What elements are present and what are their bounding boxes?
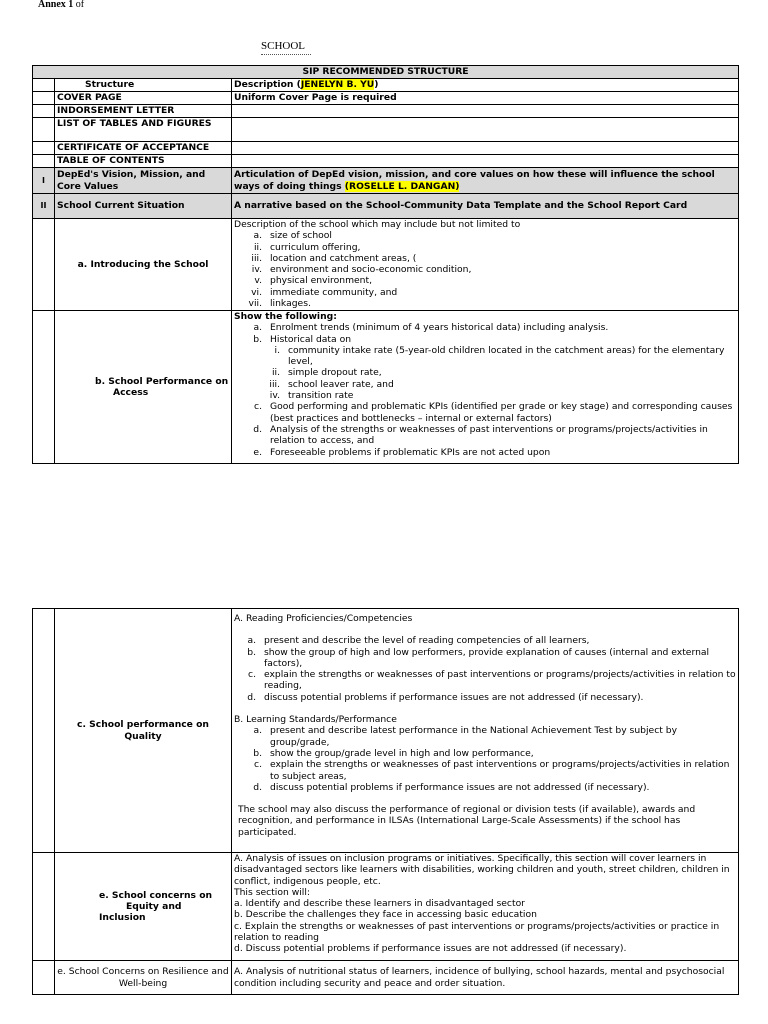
list-item bbox=[234, 669, 736, 692]
equity-line: a. Identify and describe these learners in disadvantaged sector bbox=[234, 898, 525, 910]
list-marker: d. bbox=[253, 423, 262, 435]
list-item bbox=[234, 345, 736, 368]
list-marker: a. bbox=[253, 322, 262, 334]
list-text: linkages. bbox=[270, 298, 311, 310]
annex-number: Annex 1 bbox=[38, 0, 74, 10]
list-text: Analysis of the strengths or weaknesses of past interventions or programs/projects/activities in relation to access, and bbox=[270, 423, 708, 447]
list-text: school leaver rate, and bbox=[288, 378, 394, 390]
list-marker: c. bbox=[254, 401, 262, 413]
structure-cover-page: COVER PAGE bbox=[55, 92, 232, 105]
description-equity-inclusion bbox=[232, 853, 739, 961]
list-item bbox=[234, 401, 736, 424]
annex-suffix: of bbox=[73, 0, 85, 10]
reading-items-list bbox=[234, 635, 736, 703]
description-introducing-school: Description of the school which may include but not limited to a. size of school ii. curriculum offering, iii. location and catchment areas, ( iv. environment and socio-economic condition, v. physical environment, vi. immediate community, and vii. linkages. bbox=[232, 219, 739, 311]
list-text: explain the strengths or weaknesses of past interventions or programs/projects/activities in relation to reading, bbox=[264, 669, 736, 692]
list-item bbox=[242, 725, 736, 748]
description-list-of-tables bbox=[232, 118, 739, 142]
list-text: transition rate bbox=[288, 390, 354, 402]
equity-line: d. Discuss potential problems if performance issues are not addressed (if necessary). bbox=[234, 943, 627, 955]
list-marker: b. bbox=[253, 747, 262, 759]
list-item bbox=[234, 322, 736, 333]
list-text: Historical data on bbox=[270, 333, 352, 345]
list-text: location and catchment areas, ( bbox=[270, 252, 417, 264]
annex-header bbox=[38, 0, 84, 10]
list-marker: c. bbox=[254, 759, 262, 771]
list-item bbox=[234, 447, 736, 458]
list-item bbox=[234, 692, 736, 703]
structure-performance-access: b. School Performance on Access bbox=[55, 311, 232, 464]
list-text: discuss potential problems if performance issues are not addressed (if necessary). bbox=[270, 781, 650, 793]
equity-line: b. Describe the challenges they face in accessing basic education bbox=[234, 909, 537, 921]
list-item bbox=[234, 275, 736, 286]
list-text: present and describe the level of reading competencies of all learners, bbox=[264, 635, 590, 647]
equity-line: c. Explain the strengths or weaknesses of past interventions or programs/projects/activities or practice in relation to reading bbox=[234, 920, 720, 944]
structure-introducing-school: a. Introducing the School bbox=[55, 219, 232, 311]
list-text: present and describe latest performance in the National Achievement Test by subject by group/grade, bbox=[270, 725, 678, 748]
assignee-highlight-2: (ROSELLE L. DANGAN) bbox=[344, 180, 460, 192]
list-marker: iii. bbox=[269, 378, 280, 390]
intro-items-list bbox=[234, 230, 736, 309]
description-table-of-contents bbox=[232, 155, 739, 168]
structure-current-situation: School Current Situation bbox=[55, 194, 232, 219]
list-item bbox=[242, 759, 736, 782]
list-marker: iv. bbox=[269, 390, 280, 402]
list-text: environment and socio-economic condition, bbox=[270, 264, 472, 276]
list-item bbox=[234, 647, 736, 670]
structure-certificate: CERTIFICATE OF ACCEPTANCE bbox=[55, 142, 232, 155]
section-number-2: II bbox=[33, 194, 55, 219]
list-text: simple dropout rate, bbox=[288, 367, 382, 379]
description-current-situation: A narrative based on the School-Community Data Template and the School Report Card bbox=[232, 194, 739, 219]
sip-structure-table-continued bbox=[32, 608, 739, 995]
list-marker: b. bbox=[247, 646, 256, 658]
list-text: community intake rate (5-year-old children located in the catchment areas) for the elementary level, bbox=[288, 344, 725, 368]
list-item bbox=[234, 367, 736, 378]
structure-performance-quality: c. School performance on Quality bbox=[55, 609, 232, 853]
description-performance-quality: A. Reading Proficiencies/Competencies a. present and describe the level of reading competencies of all learners, b. show the group of high and low performers, provide explanation of causes (internal and external factors), c. explain the strengths or weaknesses of past interventions or programs/projects/activities in relation to reading, d. discuss potential problems if performance issues are not addressed (if necessary). B. Learning Standards/Performance a. present and describe latest performance in the National Achievement Test by subject by group/grade, b. show the group/grade level in high and low performance, c. explain the strengths or weaknesses of past interventions or programs/projects/activities in relation to subject areas, d. discuss potential problems if performance issues are not addressed (if necessary). The school may also discuss the performance of regional or division tests (if available), awards and recognition, and performance in ILSAs (International Large-Scale Assessments) if the school has participated. bbox=[232, 609, 739, 853]
description-vision-mission: Articulation of DepEd vision, mission, and core values on how these will influence the school ways of doing things (ROSELLE L. DANGAN) bbox=[232, 168, 739, 194]
structure-column-header: Structure bbox=[55, 79, 232, 92]
list-marker: iii. bbox=[251, 252, 262, 264]
list-marker: v. bbox=[254, 275, 262, 287]
list-marker: a. bbox=[253, 725, 262, 737]
list-text: Good performing and problematic KPIs (identified per grade or key stage) and corresponding causes (best practices and bottlenecks – internal or external factors) bbox=[270, 401, 733, 424]
description-column-header: Description (JENELYN B. YU) bbox=[232, 79, 739, 92]
structure-table-of-contents: TABLE OF CONTENTS bbox=[55, 155, 232, 168]
list-text: Foreseeable problems if problematic KPIs are not acted upon bbox=[270, 446, 551, 458]
list-text: show the group/grade level in high and low performance, bbox=[270, 747, 534, 759]
list-text: size of school bbox=[270, 230, 332, 242]
list-item bbox=[234, 298, 736, 309]
list-text: Enrolment trends (minimum of 4 years historical data) including analysis. bbox=[270, 322, 609, 334]
assignee-highlight: JENELYN B. YU bbox=[300, 79, 375, 90]
sip-structure-table bbox=[32, 65, 739, 464]
equity-line: This section will: bbox=[234, 886, 310, 898]
list-item bbox=[234, 264, 736, 275]
list-item bbox=[234, 253, 736, 264]
description-resilience: A. Analysis of nutritional status of learners, incidence of bullying, school hazards, mental and psychosocial condition including security and peace and order situation. bbox=[232, 961, 739, 995]
list-text: explain the strengths or weaknesses of past interventions or programs/projects/activities in relation to subject areas, bbox=[270, 759, 730, 782]
structure-vision-mission: DepEd's Vision, Mission, and Core Values bbox=[55, 168, 232, 194]
list-marker: a. bbox=[253, 230, 262, 242]
equity-line: A. Analysis of issues on inclusion programs or initiatives. Specifically, this section will cover learners in disadvantaged sectors like learners with disabilities, working children and youth, street children, children in conflict, indigenous people, etc. bbox=[234, 853, 730, 887]
list-item bbox=[234, 424, 736, 447]
list-marker: d. bbox=[247, 691, 256, 703]
list-text: immediate community, and bbox=[270, 286, 398, 298]
section-number-1: I bbox=[33, 168, 55, 194]
list-marker: a. bbox=[247, 635, 256, 647]
structure-indorsement-letter: INDORSEMENT LETTER bbox=[55, 105, 232, 118]
list-marker: d. bbox=[253, 781, 262, 793]
structure-equity-inclusion: e. School concerns on Equity and Inclusion bbox=[55, 853, 232, 961]
cut-off-subtitle bbox=[261, 54, 311, 56]
list-item bbox=[234, 230, 736, 241]
list-marker: c. bbox=[248, 669, 256, 681]
structure-list-of-tables: LIST OF TABLES AND FIGURES bbox=[55, 118, 232, 142]
list-marker: ii. bbox=[271, 367, 280, 379]
description-certificate bbox=[232, 142, 739, 155]
list-item bbox=[234, 334, 736, 345]
list-text: physical environment, bbox=[270, 275, 373, 287]
structure-resilience: e. School Concerns on Resilience and Well-being bbox=[55, 961, 232, 995]
list-marker: e. bbox=[253, 446, 262, 458]
equity-lines bbox=[234, 853, 736, 955]
table-header: SIP RECOMMENDED STRUCTURE bbox=[33, 66, 739, 79]
list-item bbox=[234, 390, 736, 401]
list-marker: iv. bbox=[251, 264, 262, 276]
description-indorsement-letter bbox=[232, 105, 739, 118]
access-items-list bbox=[234, 322, 736, 458]
list-item bbox=[234, 242, 736, 253]
list-item bbox=[234, 635, 736, 646]
list-item bbox=[242, 782, 736, 793]
description-performance-access: Show the following: a. Enrolment trends (minimum of 4 years historical data) including analysis. b. Historical data on i. community intake rate (5-year-old children located in the catchment areas) for the elementary level, ii. simple dropout rate, iii. school leaver rate, and iv. transition rate c. Good performing and problematic KPIs (identified per grade or key stage) and corresponding causes (best practices and bottlenecks – internal or external factors) d. Analysis of the strengths or weaknesses of past interventions or programs/projects/activities in relation to access, and e. Foreseeable problems if problematic KPIs are not acted upon bbox=[232, 311, 739, 464]
list-text: curriculum offering, bbox=[270, 241, 361, 253]
list-item bbox=[234, 379, 736, 390]
list-marker: vi. bbox=[251, 286, 262, 298]
description-cover-page: Uniform Cover Page is required bbox=[232, 92, 739, 105]
list-text: discuss potential problems if performance issues are not addressed (if necessary). bbox=[264, 691, 644, 703]
school-title: SCHOOL bbox=[261, 40, 306, 52]
learning-standards-items-list bbox=[234, 725, 736, 793]
list-item bbox=[234, 287, 736, 298]
list-text: show the group of high and low performers, provide explanation of causes (internal and external factors), bbox=[264, 646, 710, 669]
list-item bbox=[242, 748, 736, 759]
list-marker: b. bbox=[253, 333, 262, 345]
list-marker: i. bbox=[274, 344, 280, 356]
list-marker: vii. bbox=[248, 298, 262, 310]
list-marker: ii. bbox=[253, 241, 262, 253]
